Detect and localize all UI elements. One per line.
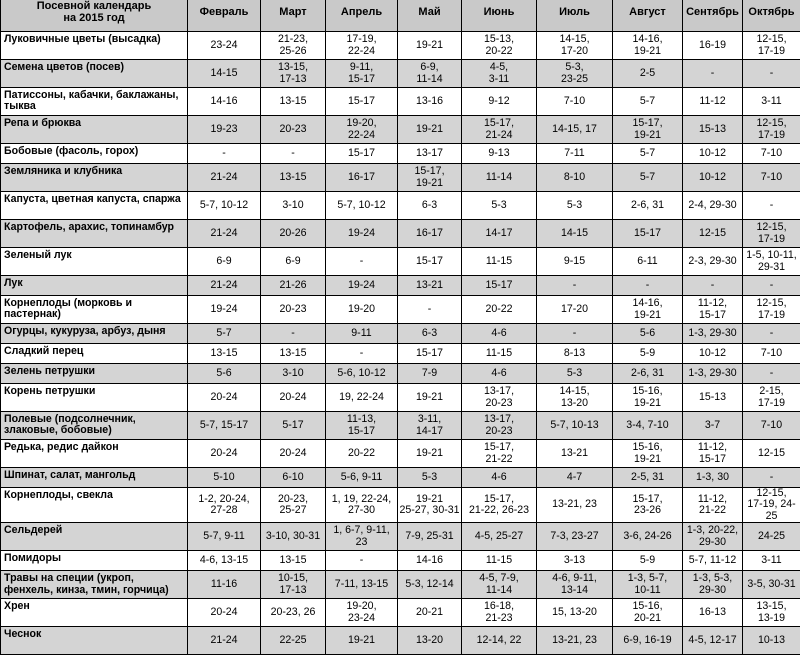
date-cell: 3-6, 24-26 xyxy=(613,523,683,551)
date-cell: 14-15 xyxy=(537,220,613,248)
date-cell: 15-17 xyxy=(326,144,398,164)
date-cell: 1-3, 29-30 xyxy=(683,324,743,344)
date-cell: 14-16 xyxy=(188,88,261,116)
date-cell: 21-23, 25-26 xyxy=(261,32,326,60)
date-cell: 10-12 xyxy=(683,344,743,364)
month-header-february: Февраль xyxy=(188,0,261,32)
date-cell: 20-23 xyxy=(261,116,326,144)
date-cell: 3-4, 7-10 xyxy=(613,412,683,440)
date-cell: - xyxy=(683,276,743,296)
crop-name: Корнеплоды, свекла xyxy=(1,488,188,523)
table-row xyxy=(1,164,800,192)
date-cell: 5-7 xyxy=(613,164,683,192)
table-row xyxy=(1,220,800,248)
date-cell: 7-10 xyxy=(743,344,800,364)
date-cell: 5-7, 10-12 xyxy=(326,192,398,220)
date-cell: 1-3, 5-3, 29-30 xyxy=(683,571,743,599)
crop-name: Луковичные цветы (высадка) xyxy=(1,32,188,60)
date-cell: 13-15 xyxy=(261,88,326,116)
date-cell: 5-3 xyxy=(462,192,537,220)
date-cell: 12-15 xyxy=(683,220,743,248)
date-cell: 21-24 xyxy=(188,220,261,248)
date-cell: 5-10 xyxy=(188,468,261,488)
date-cell: 5-7, 10-12 xyxy=(188,192,261,220)
table-row xyxy=(1,364,800,384)
crop-name: Семена цветов (посев) xyxy=(1,60,188,88)
date-cell: - xyxy=(743,468,800,488)
date-cell: 15-17, 23-26 xyxy=(613,488,683,523)
date-cell: - xyxy=(537,276,613,296)
date-cell: 9-11, 15-17 xyxy=(326,60,398,88)
date-cell: 14-16, 19-21 xyxy=(613,296,683,324)
date-cell: 5-17 xyxy=(261,412,326,440)
date-cell: 2-5, 31 xyxy=(613,468,683,488)
date-cell: 19-20, 22-24 xyxy=(326,116,398,144)
date-cell: 14-15, 17 xyxy=(537,116,613,144)
crop-name: Хрен xyxy=(1,599,188,627)
table-row xyxy=(1,468,800,488)
date-cell: 5-7, 9-11 xyxy=(188,523,261,551)
date-cell: 2-15, 17-19 xyxy=(743,384,800,412)
table-row xyxy=(1,248,800,276)
date-cell: 12-15, 17-19 xyxy=(743,220,800,248)
date-cell: 2-3, 29-30 xyxy=(683,248,743,276)
date-cell: 20-23, 26 xyxy=(261,599,326,627)
date-cell: 1-5, 10-11, 29-31 xyxy=(743,248,800,276)
date-cell: 4-5, 12-17 xyxy=(683,627,743,655)
date-cell: 11-12, 21-22 xyxy=(683,488,743,523)
date-cell: 15-17, 21-22, 26-23 xyxy=(462,488,537,523)
date-cell: 12-14, 22 xyxy=(462,627,537,655)
date-cell: 13-21 xyxy=(537,440,613,468)
date-cell: 2-6, 31 xyxy=(613,192,683,220)
date-cell: 7-10 xyxy=(743,144,800,164)
date-cell: 4-5, 7-9, 11-14 xyxy=(462,571,537,599)
date-cell: - xyxy=(743,364,800,384)
date-cell: 4-6 xyxy=(462,364,537,384)
table-row xyxy=(1,88,800,116)
crop-name: Травы на специи (укроп, фенхель, кинза, тмин, горчица) xyxy=(1,571,188,599)
date-cell: 7-10 xyxy=(537,88,613,116)
date-cell: 4-7 xyxy=(537,468,613,488)
date-cell: 15-13 xyxy=(683,116,743,144)
date-cell: 9-12 xyxy=(462,88,537,116)
table-row xyxy=(1,571,800,599)
crop-name: Зелень петрушки xyxy=(1,364,188,384)
date-cell: 21-24 xyxy=(188,276,261,296)
date-cell: 5-7, 11-12 xyxy=(683,551,743,571)
date-cell: 7-10 xyxy=(743,412,800,440)
date-cell: 6-3 xyxy=(398,324,462,344)
date-cell: 3-11, 14-17 xyxy=(398,412,462,440)
date-cell: 5-7, 10-13 xyxy=(537,412,613,440)
date-cell: 15-17, 21-24 xyxy=(462,116,537,144)
date-cell: 20-23, 25-27 xyxy=(261,488,326,523)
date-cell: 17-20 xyxy=(537,296,613,324)
date-cell: 8-13 xyxy=(537,344,613,364)
date-cell: 5-3 xyxy=(537,364,613,384)
date-cell: 15-17 xyxy=(398,344,462,364)
date-cell: 6-11 xyxy=(613,248,683,276)
date-cell: 16-17 xyxy=(398,220,462,248)
date-cell: 20-24 xyxy=(188,440,261,468)
date-cell: 21-24 xyxy=(188,164,261,192)
date-cell: 6-9 xyxy=(261,248,326,276)
date-cell: 16-17 xyxy=(326,164,398,192)
table-row xyxy=(1,276,800,296)
date-cell: 15-17, 19-21 xyxy=(613,116,683,144)
date-cell: 1-3, 5-7, 10-11 xyxy=(613,571,683,599)
date-cell: 3-11 xyxy=(743,88,800,116)
date-cell: 2-4, 29-30 xyxy=(683,192,743,220)
date-cell: 19-23 xyxy=(188,116,261,144)
date-cell: - xyxy=(613,276,683,296)
crop-name: Капуста, цветная капуста, спаржа xyxy=(1,192,188,220)
date-cell: 11-12 xyxy=(683,88,743,116)
date-cell: 19-21 xyxy=(398,32,462,60)
date-cell: 20-23 xyxy=(261,296,326,324)
date-cell: 13-21 xyxy=(398,276,462,296)
table-row xyxy=(1,599,800,627)
date-cell: 6-3 xyxy=(398,192,462,220)
date-cell: 19-24 xyxy=(188,296,261,324)
date-cell: 11-16 xyxy=(188,571,261,599)
crop-name: Земляника и клубника xyxy=(1,164,188,192)
date-cell: 11-12, 15-17 xyxy=(683,440,743,468)
date-cell: 11-15 xyxy=(462,551,537,571)
crop-name: Зеленый лук xyxy=(1,248,188,276)
date-cell: 3-10, 30-31 xyxy=(261,523,326,551)
date-cell: - xyxy=(188,144,261,164)
date-cell: - xyxy=(261,144,326,164)
date-cell: 16-18, 21-23 xyxy=(462,599,537,627)
date-cell: 9-13 xyxy=(462,144,537,164)
table-row xyxy=(1,384,800,412)
crop-name: Картофель, арахис, топинамбур xyxy=(1,220,188,248)
crop-name: Бобовые (фасоль, горох) xyxy=(1,144,188,164)
date-cell: - xyxy=(683,60,743,88)
date-cell: 11-15 xyxy=(462,344,537,364)
date-cell: 3-11 xyxy=(743,551,800,571)
date-cell: 19-21 xyxy=(398,116,462,144)
date-cell: 5-7, 15-17 xyxy=(188,412,261,440)
date-cell: 20-24 xyxy=(188,599,261,627)
date-cell: 11-14 xyxy=(462,164,537,192)
date-cell: 7-10 xyxy=(743,164,800,192)
date-cell: 11-13, 15-17 xyxy=(326,412,398,440)
date-cell: 19-21 25-27, 30-31 xyxy=(398,488,462,523)
date-cell: - xyxy=(326,248,398,276)
crop-name: Помидоры xyxy=(1,551,188,571)
date-cell: 4-6 xyxy=(462,324,537,344)
date-cell: 13-15 xyxy=(261,344,326,364)
date-cell: 5-7 xyxy=(613,144,683,164)
table-row xyxy=(1,627,800,655)
date-cell: 15-16, 19-21 xyxy=(613,440,683,468)
date-cell: 14-15 xyxy=(188,60,261,88)
date-cell: 15-16, 19-21 xyxy=(613,384,683,412)
date-cell: - xyxy=(537,324,613,344)
date-cell: 5-9 xyxy=(613,344,683,364)
month-header-march: Март xyxy=(261,0,326,32)
table-row xyxy=(1,344,800,364)
date-cell: 5-9 xyxy=(613,551,683,571)
date-cell: 10-13 xyxy=(743,627,800,655)
month-header-april: Апрель xyxy=(326,0,398,32)
date-cell: 1-3, 30 xyxy=(683,468,743,488)
date-cell: 20-26 xyxy=(261,220,326,248)
date-cell: 5-7 xyxy=(188,324,261,344)
crop-name: Патиссоны, кабачки, баклажаны, тыква xyxy=(1,88,188,116)
date-cell: 7-9, 25-31 xyxy=(398,523,462,551)
date-cell: 15-13, 20-22 xyxy=(462,32,537,60)
date-cell: - xyxy=(743,192,800,220)
date-cell: 3-10 xyxy=(261,192,326,220)
date-cell: 14-15, 13-20 xyxy=(537,384,613,412)
date-cell: 20-24 xyxy=(188,384,261,412)
date-cell: 20-22 xyxy=(326,440,398,468)
date-cell: 12-15, 17-19 xyxy=(743,296,800,324)
date-cell: 19, 22-24 xyxy=(326,384,398,412)
date-cell: 5-6, 10-12 xyxy=(326,364,398,384)
date-cell: 5-6 xyxy=(188,364,261,384)
date-cell: 7-11 xyxy=(537,144,613,164)
table-row xyxy=(1,440,800,468)
date-cell: 10-12 xyxy=(683,144,743,164)
month-header-june: Июнь xyxy=(462,0,537,32)
date-cell: 8-10 xyxy=(537,164,613,192)
date-cell: 1, 19, 22-24, 27-30 xyxy=(326,488,398,523)
table-row xyxy=(1,324,800,344)
month-header-august: Август xyxy=(613,0,683,32)
date-cell: 15-17 xyxy=(326,88,398,116)
date-cell: 13-17 xyxy=(398,144,462,164)
date-cell: 3-13 xyxy=(537,551,613,571)
date-cell: 19-20, 23-24 xyxy=(326,599,398,627)
date-cell: 9-15 xyxy=(537,248,613,276)
header-row xyxy=(1,0,800,32)
month-header-may: Май xyxy=(398,0,462,32)
date-cell: 9-11 xyxy=(326,324,398,344)
date-cell: 15-17 xyxy=(398,248,462,276)
date-cell: 19-21 xyxy=(398,384,462,412)
date-cell: 6-9, 11-14 xyxy=(398,60,462,88)
date-cell: 20-21 xyxy=(398,599,462,627)
date-cell: 20-22 xyxy=(462,296,537,324)
date-cell: 19-24 xyxy=(326,276,398,296)
date-cell: 12-15 xyxy=(743,440,800,468)
date-cell: 15, 13-20 xyxy=(537,599,613,627)
date-cell: 19-24 xyxy=(326,220,398,248)
date-cell: 13-15, 17-13 xyxy=(261,60,326,88)
date-cell: 5-7 xyxy=(613,88,683,116)
date-cell: 15-16, 20-21 xyxy=(613,599,683,627)
date-cell: 3-7 xyxy=(683,412,743,440)
table-title: Посевной календарь на 2015 год xyxy=(1,0,188,32)
date-cell: - xyxy=(326,344,398,364)
table-row xyxy=(1,488,800,523)
date-cell: 13-20 xyxy=(398,627,462,655)
date-cell: 14-16, 19-21 xyxy=(613,32,683,60)
crop-name: Шпинат, салат, мангольд xyxy=(1,468,188,488)
date-cell: 22-25 xyxy=(261,627,326,655)
month-header-july: Июль xyxy=(537,0,613,32)
date-cell: 23-24 xyxy=(188,32,261,60)
date-cell: 12-15, 17-19 xyxy=(743,32,800,60)
date-cell: 4-5, 25-27 xyxy=(462,523,537,551)
date-cell: 11-12, 15-17 xyxy=(683,296,743,324)
date-cell: 17-19, 22-24 xyxy=(326,32,398,60)
crop-name: Полевые (подсолнечник, злаковые, бобовые) xyxy=(1,412,188,440)
date-cell: 11-15 xyxy=(462,248,537,276)
date-cell: 6-10 xyxy=(261,468,326,488)
table-body xyxy=(1,32,800,655)
date-cell: 1-2, 20-24, 27-28 xyxy=(188,488,261,523)
date-cell: 15-17, 19-21 xyxy=(398,164,462,192)
date-cell: 19-21 xyxy=(398,440,462,468)
date-cell: 15-17 xyxy=(462,276,537,296)
table-row xyxy=(1,144,800,164)
date-cell: 5-3, 23-25 xyxy=(537,60,613,88)
date-cell: 12-15, 17-19 xyxy=(743,116,800,144)
date-cell: 13-15, 13-19 xyxy=(743,599,800,627)
month-header-september: Сентябрь xyxy=(683,0,743,32)
date-cell: 3-5, 30-31 xyxy=(743,571,800,599)
date-cell: 5-3 xyxy=(398,468,462,488)
date-cell: 16-13 xyxy=(683,599,743,627)
table-row xyxy=(1,551,800,571)
date-cell: 20-24 xyxy=(261,440,326,468)
crop-name: Лук xyxy=(1,276,188,296)
date-cell: - xyxy=(398,296,462,324)
date-cell: 15-13 xyxy=(683,384,743,412)
date-cell: 1-3, 20-22, 29-30 xyxy=(683,523,743,551)
date-cell: 5-6, 9-11 xyxy=(326,468,398,488)
date-cell: 7-9 xyxy=(398,364,462,384)
date-cell: 13-17, 20-23 xyxy=(462,412,537,440)
date-cell: 12-15, 17-19, 24-25 xyxy=(743,488,800,523)
date-cell: 6-9, 16-19 xyxy=(613,627,683,655)
date-cell: 5-3 xyxy=(537,192,613,220)
date-cell: 4-6, 9-11, 13-14 xyxy=(537,571,613,599)
date-cell: 21-26 xyxy=(261,276,326,296)
crop-name: Корень петрушки xyxy=(1,384,188,412)
date-cell: 13-15 xyxy=(261,551,326,571)
date-cell: 5-3, 12-14 xyxy=(398,571,462,599)
date-cell: 13-15 xyxy=(188,344,261,364)
date-cell: - xyxy=(261,324,326,344)
crop-name: Корнеплоды (морковь и пастернак) xyxy=(1,296,188,324)
crop-name: Сладкий перец xyxy=(1,344,188,364)
crop-name: Чеснок xyxy=(1,627,188,655)
date-cell: 7-11, 13-15 xyxy=(326,571,398,599)
table-row xyxy=(1,32,800,60)
date-cell: 1, 6-7, 9-11, 23 xyxy=(326,523,398,551)
date-cell: 4-6, 13-15 xyxy=(188,551,261,571)
date-cell: 20-24 xyxy=(261,384,326,412)
date-cell: 3-10 xyxy=(261,364,326,384)
date-cell: 4-6 xyxy=(462,468,537,488)
date-cell: 19-20 xyxy=(326,296,398,324)
table-row xyxy=(1,60,800,88)
date-cell: 13-21, 23 xyxy=(537,488,613,523)
date-cell: 10-15, 17-13 xyxy=(261,571,326,599)
date-cell: 15-17 xyxy=(613,220,683,248)
date-cell: 15-17, 21-22 xyxy=(462,440,537,468)
date-cell: 14-15, 17-20 xyxy=(537,32,613,60)
date-cell: - xyxy=(743,276,800,296)
crop-name: Огурцы, кукуруза, арбуз, дыня xyxy=(1,324,188,344)
date-cell: 13-15 xyxy=(261,164,326,192)
date-cell: 13-17, 20-23 xyxy=(462,384,537,412)
table-row xyxy=(1,296,800,324)
date-cell: 2-5 xyxy=(613,60,683,88)
date-cell: 1-3, 29-30 xyxy=(683,364,743,384)
date-cell: - xyxy=(326,551,398,571)
date-cell: 6-9 xyxy=(188,248,261,276)
table-row xyxy=(1,192,800,220)
table-row xyxy=(1,116,800,144)
date-cell: 10-12 xyxy=(683,164,743,192)
table-row xyxy=(1,523,800,551)
crop-name: Редька, редис дайкон xyxy=(1,440,188,468)
date-cell: 5-6 xyxy=(613,324,683,344)
date-cell: 13-21, 23 xyxy=(537,627,613,655)
date-cell: 4-5, 3-11 xyxy=(462,60,537,88)
date-cell: 19-21 xyxy=(326,627,398,655)
date-cell: 16-19 xyxy=(683,32,743,60)
date-cell: 14-16 xyxy=(398,551,462,571)
date-cell: 7-3, 23-27 xyxy=(537,523,613,551)
month-header-october: Октябрь xyxy=(743,0,800,32)
date-cell: 14-17 xyxy=(462,220,537,248)
crop-name: Сельдерей xyxy=(1,523,188,551)
crop-name: Репа и брюква xyxy=(1,116,188,144)
date-cell: 2-6, 31 xyxy=(613,364,683,384)
table-row xyxy=(1,412,800,440)
date-cell: - xyxy=(743,60,800,88)
date-cell: 13-16 xyxy=(398,88,462,116)
date-cell: - xyxy=(743,324,800,344)
date-cell: 21-24 xyxy=(188,627,261,655)
date-cell: 24-25 xyxy=(743,523,800,551)
